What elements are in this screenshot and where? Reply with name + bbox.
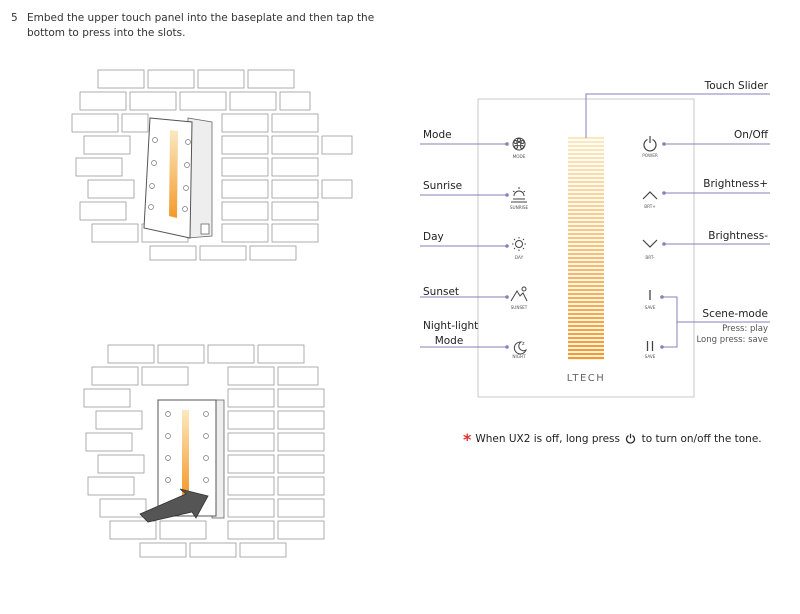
power-inline-icon <box>625 433 636 447</box>
touch-panel <box>478 99 694 397</box>
callout-mode: Mode <box>423 129 452 141</box>
footnote-after: to turn on/off the tone. <box>641 433 762 445</box>
btn-label-save-2: SAVE <box>644 354 656 359</box>
callout-brightness-plus: Brightness+ <box>703 178 768 190</box>
callout-night-light: Night-light <box>423 320 479 332</box>
asterisk-icon: * <box>463 430 472 449</box>
btn-label-mode: MODE <box>512 154 526 159</box>
btn-label-power: POWER <box>642 153 658 158</box>
wall-illustration-bottom <box>84 345 324 557</box>
brand-logo: LTECH <box>566 373 606 384</box>
btn-label-night: NIGHT <box>512 354 526 359</box>
callout-night-light-mode: Mode <box>434 335 464 347</box>
panel-tilted-top <box>144 118 212 238</box>
callout-touch-slider: Touch Slider <box>704 80 768 92</box>
footnote-before: When UX2 is off, long press <box>475 433 620 445</box>
callout-sunrise: Sunrise <box>423 180 463 192</box>
callout-day: Day <box>423 231 444 243</box>
scene-mode-long-press: Long press: save <box>696 335 768 345</box>
btn-label-brt-plus: BRT+ <box>644 204 656 209</box>
step-line-1: Embed the upper touch panel into the baseplate and then tap the <box>27 12 375 24</box>
scene-mode-press: Press: play <box>722 324 768 334</box>
svg-text:z: z <box>522 341 525 347</box>
btn-label-sunrise: SUNRISE <box>509 205 529 210</box>
footnote <box>463 430 762 449</box>
callout-sunset: Sunset <box>423 286 460 298</box>
callout-scene-mode: Scene-mode <box>702 308 768 320</box>
callout-on-off: On/Off <box>734 129 768 141</box>
step-number: 5 <box>11 12 18 24</box>
step-line-2: bottom to press into the slots. <box>27 27 186 39</box>
btn-label-save-1: SAVE <box>644 305 656 310</box>
btn-label-sunset: SUNSET <box>510 305 528 310</box>
btn-label-brt-minus: BRT- <box>645 255 655 260</box>
wall-illustration-top <box>72 70 352 260</box>
btn-label-day: DAY <box>514 255 524 260</box>
callout-brightness-minus: Brightness- <box>708 230 768 242</box>
